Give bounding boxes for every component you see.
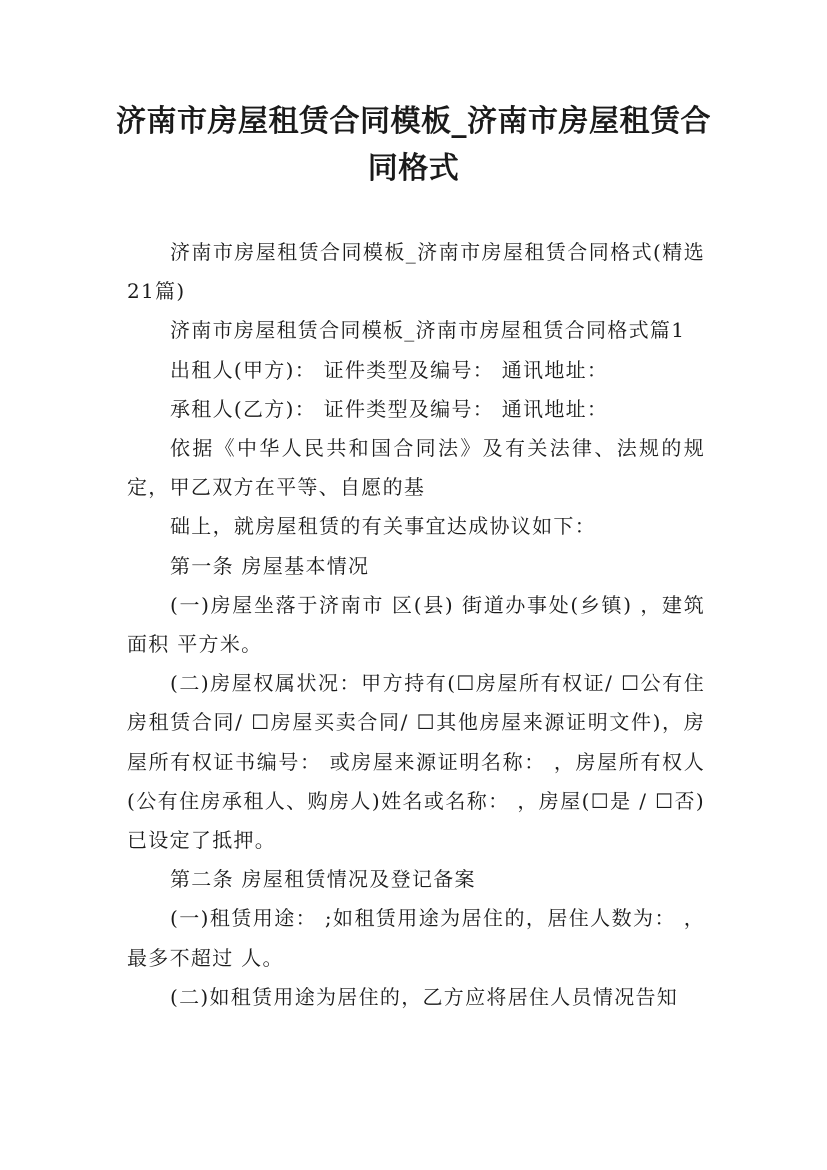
agreement-paragraph: 础上，就房屋租赁的有关事宜达成协议如下： (170, 514, 596, 539)
house-location-paragraph: (一)房屋坐落于济南市 区(县) 街道办事处(乡镇) ，建筑面积 平方米。 (127, 592, 705, 657)
lessor-line: 出租人(甲方)： 证件类型及编号： 通讯地址： (170, 357, 609, 382)
lease-purpose-paragraph: (一)租赁用途： ;如租赁用途为居住的，居住人数为： ，最多不超过 人。 (127, 906, 705, 970)
legal-basis-paragraph: 依据《中华人民共和国合同法》及有关法律、法规的规定，甲乙双方在平等、自愿的基 (127, 436, 705, 500)
document-title: 济南市房屋租赁合同模板_济南市房屋租赁合同格式 (116, 104, 711, 186)
article-1-heading: 第一条 房屋基本情况 (170, 553, 370, 578)
intro-paragraph: 济南市房屋租赁合同模板_济南市房屋租赁合同格式(精选21篇) (127, 240, 705, 304)
lessee-line: 承租人(乙方)： 证件类型及编号： 通讯地址： (170, 396, 609, 421)
resident-info-paragraph: (二)如租赁用途为居住的，乙方应将居住人员情况告知 (170, 984, 679, 1009)
document-body (127, 233, 705, 1017)
section-heading-paragraph: 济南市房屋租赁合同模板_济南市房屋租赁合同格式篇1 (170, 318, 686, 343)
article-2-heading: 第二条 房屋租赁情况及登记备案 (170, 867, 476, 892)
house-ownership-paragraph: (二)房屋权属状况：甲方持有(☐房屋所有权证/ ☐公有住房租赁合同/ ☐房屋买卖合同/ ☐其他房屋来源证明文件)，房屋所有权证书编号： 或房屋来源证明名称： ，房屋所有权人(公有住房承租人、购房人)姓名或名称： ，房屋(☐是 / ☐否) 已设定了抵押。 (127, 671, 705, 853)
